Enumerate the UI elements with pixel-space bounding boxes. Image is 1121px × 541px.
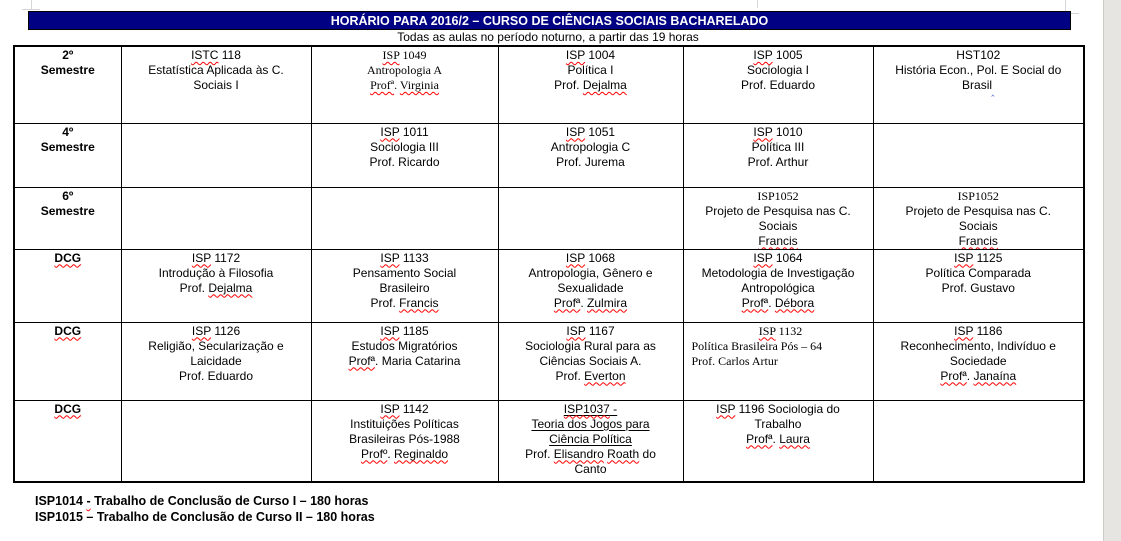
course-cell [683, 46, 873, 123]
course-cell-line [687, 432, 870, 447]
row-label [14, 322, 121, 400]
text-segment: 1133 [399, 250, 429, 265]
course-cell [498, 400, 683, 482]
text-segment: 1172 [210, 250, 241, 265]
gridline-guide-horizontal-left [22, 9, 40, 10]
text-segment: ISP [954, 323, 974, 338]
text-segment: Zulmira [587, 295, 628, 310]
course-cell-line [502, 281, 680, 296]
course-cell-line [315, 266, 495, 281]
text-segment: Laicidade [190, 353, 242, 368]
course-cell [311, 322, 498, 400]
text-segment: Antropologia C [550, 139, 631, 154]
text-segment: Prof. [179, 280, 209, 295]
course-cell-line [502, 369, 680, 384]
text-segment: 1004 [585, 48, 616, 62]
text-segment: ISP [954, 250, 974, 265]
text-segment: Política Comparada [925, 265, 1031, 280]
text-segment: Dejalma [208, 280, 253, 295]
empty-cell [121, 187, 311, 249]
table-row [14, 249, 1084, 322]
course-cell [498, 46, 683, 123]
text-segment: ISP1014 [35, 494, 87, 508]
course-cell-line [315, 324, 495, 339]
row-label-text: DCG [54, 250, 82, 265]
footnote-line [35, 494, 375, 510]
course-cell [498, 123, 683, 187]
course-cell [873, 46, 1084, 123]
course-cell-line [687, 219, 870, 234]
text-segment: Prof. Carlos Artur [691, 353, 778, 368]
text-segment: Profª [348, 353, 376, 368]
course-cell-line [315, 140, 495, 155]
course-cell-line [315, 281, 495, 296]
text-segment: 1049 [399, 48, 427, 62]
text-segment: ISP1052 [957, 188, 999, 203]
row-label-text: 2º [62, 48, 74, 62]
course-cell-line [877, 219, 1081, 234]
text-segment: ISP1052 [757, 188, 799, 203]
course-cell-line [502, 63, 680, 78]
course-cell [683, 400, 873, 482]
course-cell-line [502, 251, 680, 266]
text-segment: Instituições Políticas [350, 416, 459, 431]
course-cell-line [877, 354, 1081, 369]
text-segment: Política III [751, 139, 805, 154]
course-cell-line [125, 251, 308, 266]
row-label-text: 4º [62, 124, 74, 139]
course-cell-line [687, 417, 870, 432]
schedule-title: HORÁRIO PARA 2016/2 – CURSO DE CIÊNCIAS SOCIAIS BACHARELADO [330, 14, 769, 28]
course-cell-line [877, 48, 1081, 63]
course-cell-line [877, 78, 1081, 97]
row-label-text: Semestre [40, 139, 95, 154]
course-cell-line [687, 354, 870, 369]
text-segment: 1010 [772, 124, 803, 139]
text-segment: Prof. Eduardo [178, 368, 254, 383]
row-label-text: DCG [54, 401, 82, 416]
text-segment: Profª [370, 78, 395, 92]
text-segment [564, 402, 610, 416]
course-cell-line [315, 296, 495, 311]
row-label-text: Semestre [40, 63, 95, 77]
text-segment: Teoria dos Jogos para [531, 416, 650, 431]
text-segment: Janaína [973, 368, 1017, 383]
course-cell [873, 249, 1084, 322]
course-cell [683, 322, 873, 400]
text-segment: 1132 [775, 323, 803, 338]
text-segment: Sociologia I [746, 63, 810, 77]
course-cell-line [502, 339, 680, 354]
course-cell-line [877, 234, 1081, 249]
course-cell-line [687, 78, 870, 93]
course-cell [311, 46, 498, 123]
text-segment: Metodologia de Investigação [701, 265, 855, 280]
text-segment: Prof. Jurema [556, 154, 625, 169]
text-segment: Virginia [399, 78, 439, 92]
text-segment: 1068 [585, 250, 616, 265]
course-cell-line [877, 63, 1081, 78]
course-cell-line [687, 296, 870, 311]
text-segment: ISP [758, 323, 776, 338]
text-segment: ISP1015 – Trabalho de Conclusão de Curso II – 180 horas [35, 509, 375, 524]
course-cell-line [687, 48, 870, 63]
course-cell-line [502, 140, 680, 155]
course-cell-line [125, 266, 308, 281]
course-cell-line [502, 324, 680, 339]
text-segment: 1196 Sociologia do [735, 401, 840, 416]
text-segment: . [387, 446, 394, 461]
text-segment: Everton [584, 368, 626, 383]
text-segment: 1064 [772, 250, 803, 265]
course-cell-line [315, 155, 495, 170]
empty-cell [873, 400, 1084, 482]
text-segment: Sociais [758, 218, 798, 233]
empty-cell [498, 187, 683, 249]
text-segment: Política I [567, 63, 614, 77]
course-cell-line [687, 189, 870, 204]
text-segment: 1011 [399, 124, 429, 139]
course-cell-line [315, 78, 495, 93]
course-cell-line [687, 251, 870, 266]
course-cell [311, 400, 498, 482]
footnotes [35, 494, 375, 525]
text-segment: 1186 [973, 323, 1003, 338]
text-segment: 1185 [399, 323, 429, 338]
text-segment: Profª [940, 368, 967, 383]
course-cell-line [687, 339, 870, 354]
text-segment: Dejalma [582, 78, 627, 92]
course-cell-line [877, 324, 1081, 339]
course-cell-line [502, 125, 680, 140]
text-segment: . [394, 78, 400, 92]
text-segment: Introdução à Filosofia [158, 265, 274, 280]
row-label [14, 123, 121, 187]
grammar-caret-mark: ‸ [991, 86, 995, 97]
course-cell-line [125, 354, 308, 369]
course-cell-line [125, 324, 308, 339]
course-cell-line [877, 204, 1081, 219]
course-cell [121, 249, 311, 322]
course-cell-line [315, 63, 495, 78]
course-cell-line [877, 339, 1081, 354]
text-segment: Sociologia III [370, 139, 439, 154]
course-cell-line [877, 369, 1081, 384]
text-segment: Política Brasileira Pós – 64 [691, 338, 823, 353]
course-cell-line [315, 354, 495, 369]
text-segment: ISP [380, 401, 400, 416]
text-segment: ISP [566, 323, 586, 338]
empty-cell [121, 400, 311, 482]
empty-cell [121, 123, 311, 187]
course-cell-line [502, 417, 680, 432]
text-segment: Francis [958, 233, 998, 248]
course-cell-line [502, 462, 680, 477]
course-cell-line [502, 266, 680, 281]
course-cell-line [877, 281, 1081, 296]
text-segment: HST102 [956, 48, 1001, 62]
text-segment: Roath [607, 446, 640, 461]
table-row [14, 400, 1084, 482]
text-segment: ISP [753, 48, 773, 62]
text-segment: . [580, 295, 588, 310]
empty-cell [311, 187, 498, 249]
text-segment: ISP1037 [563, 401, 610, 416]
course-cell-line [687, 63, 870, 78]
text-segment: 1126 [210, 323, 241, 338]
course-cell-line [502, 432, 680, 447]
course-cell-line [502, 48, 680, 63]
text-segment: Profª [741, 295, 769, 310]
schedule-title-bar [28, 11, 1071, 30]
text-segment: 118 [218, 48, 241, 62]
text-segment: Canto [574, 461, 607, 476]
course-cell-line [502, 447, 680, 462]
text-segment: Elisandro [553, 446, 604, 461]
text-segment: Laura [779, 431, 810, 446]
course-cell-line [687, 324, 870, 339]
course-cell-line [125, 339, 308, 354]
row-label [14, 187, 121, 249]
text-segment: ISP [716, 401, 736, 416]
course-cell-line [315, 432, 495, 447]
course-cell-line [502, 354, 680, 369]
text-segment: Sociologia Rural para as [525, 338, 656, 353]
text-segment: . [772, 431, 780, 446]
text-segment: Prof. [525, 446, 554, 461]
text-segment: Francis [399, 295, 439, 310]
text-segment: Projeto de Pesquisa nas C. [905, 203, 1051, 218]
course-cell-line [502, 296, 680, 311]
empty-cell [873, 123, 1084, 187]
course-cell-line [125, 369, 308, 384]
text-segment: Prof. [555, 368, 585, 383]
text-segment: ISP [380, 124, 400, 139]
row-label-text: DCG [54, 323, 82, 338]
text-segment: ISP [753, 124, 773, 139]
course-cell-line [315, 339, 495, 354]
text-segment: Francis [758, 233, 798, 248]
text-segment: do [639, 446, 656, 461]
course-cell-line [687, 140, 870, 155]
course-cell [683, 123, 873, 187]
course-cell-line [125, 78, 308, 93]
course-cell [873, 187, 1084, 249]
course-cell-line [315, 48, 495, 63]
page-edge [1103, 0, 1121, 541]
course-cell-line [502, 155, 680, 170]
text-segment: Trabalho de Conclusão de Curso I – 180 horas [90, 494, 369, 508]
text-segment: Projeto de Pesquisa nas C. [705, 203, 851, 218]
text-segment: ISP [565, 250, 586, 265]
text-segment: Prof. [370, 295, 400, 310]
text-segment: Sociais [958, 218, 998, 233]
text-segment: Brasileiras Pós-1988 [349, 431, 460, 446]
text-segment: Prof. Gustavo [941, 280, 1015, 295]
text-segment: Ciências Sociais A. [539, 353, 642, 368]
text-segment: ISP [565, 124, 586, 139]
course-cell-line [687, 281, 870, 296]
schedule-table-body [14, 46, 1084, 482]
course-cell-line [315, 125, 495, 140]
course-cell [311, 249, 498, 322]
text-segment: 1051 [585, 124, 616, 139]
course-cell [683, 249, 873, 322]
text-segment: Reginaldo [394, 446, 449, 461]
course-cell-line [315, 417, 495, 432]
footnote-line [35, 510, 375, 526]
course-cell [498, 249, 683, 322]
text-segment: - [86, 494, 91, 508]
text-segment: Sexualidade [557, 280, 624, 295]
schedule-table [13, 45, 1085, 483]
course-cell [683, 187, 873, 249]
text-segment: Profº [360, 446, 388, 461]
text-segment: 1142 [399, 401, 429, 416]
text-segment: ISTC [191, 48, 219, 62]
course-cell-line [315, 447, 495, 462]
text-segment: Prof. Ricardo [369, 154, 440, 169]
text-segment: Ciência Política [549, 431, 632, 446]
course-cell [121, 322, 311, 400]
schedule-subtitle: Todas as aulas no período noturno, a partir das 19 horas [397, 30, 699, 44]
course-cell-line [687, 266, 870, 281]
text-segment: Religião, Secularização e [148, 338, 284, 353]
course-cell-line [315, 251, 495, 266]
text-segment: Antropologia, Gênero e [528, 265, 653, 280]
course-cell-line [687, 125, 870, 140]
text-segment: História Econ., Pol. E Social do [895, 63, 1062, 77]
text-segment: Brasil [962, 78, 993, 92]
text-segment: ISP [191, 250, 211, 265]
course-cell-line [877, 189, 1081, 204]
row-label [14, 400, 121, 482]
table-row [14, 322, 1084, 400]
text-segment: ISP [565, 48, 586, 62]
text-segment: Antropológica [741, 280, 815, 295]
text-segment: 1005 [772, 48, 803, 62]
course-cell-line [877, 266, 1081, 281]
text-segment: ISP [753, 250, 773, 265]
text-segment: Prof. Arthur [747, 154, 809, 169]
text-segment: ISP [380, 323, 400, 338]
table-row [14, 123, 1084, 187]
text-segment: Pensamento Social [352, 265, 457, 280]
course-cell-line [687, 402, 870, 417]
text-segment: Antropologia A [367, 63, 442, 77]
text-segment: ISP [191, 323, 211, 338]
gridline-guide-vertical-middle [757, 0, 758, 8]
text-segment: Profª [553, 295, 581, 310]
text-segment: Reconhecimento, Indivíduo e [900, 338, 1056, 353]
course-cell-line [315, 402, 495, 417]
text-segment: 1167 [585, 323, 615, 338]
course-cell-line [125, 48, 308, 63]
course-cell [311, 123, 498, 187]
table-row [14, 46, 1084, 123]
course-cell-line [687, 234, 870, 249]
text-segment: Sociedade [949, 353, 1007, 368]
text-segment: 1125 [973, 250, 1003, 265]
text-segment: Profª [746, 431, 773, 446]
row-label-text: 6º [62, 188, 74, 203]
course-cell-line [502, 402, 680, 417]
course-cell [498, 322, 683, 400]
text-segment: - [609, 401, 618, 416]
course-cell-line [125, 281, 308, 296]
text-segment: Débora [774, 295, 815, 310]
text-segment: Brasileiro [379, 280, 430, 295]
row-label [14, 46, 121, 123]
course-cell-line [502, 78, 680, 93]
text-segment: Trabalho [754, 416, 802, 431]
text-segment: Estatística Aplicada às C. [148, 63, 284, 77]
row-label [14, 249, 121, 322]
text-segment: Prof. [554, 78, 583, 92]
text-segment: Estudos Migratórios [351, 338, 458, 353]
text-segment: ISP [382, 48, 400, 62]
text-segment: Sociais I [193, 78, 239, 92]
text-segment: . Maria Catarina [375, 353, 461, 368]
row-label-text: Semestre [40, 203, 95, 218]
course-cell-line [125, 63, 308, 78]
text-segment: ISP [380, 250, 400, 265]
text-segment: Prof. Eduardo [740, 78, 816, 92]
table-row [14, 187, 1084, 249]
course-cell-line [877, 251, 1081, 266]
course-cell-line [687, 155, 870, 170]
text-segment: . [768, 295, 775, 310]
text-segment: . [966, 368, 974, 383]
course-cell [121, 46, 311, 123]
course-cell [873, 322, 1084, 400]
course-cell-line [687, 204, 870, 219]
